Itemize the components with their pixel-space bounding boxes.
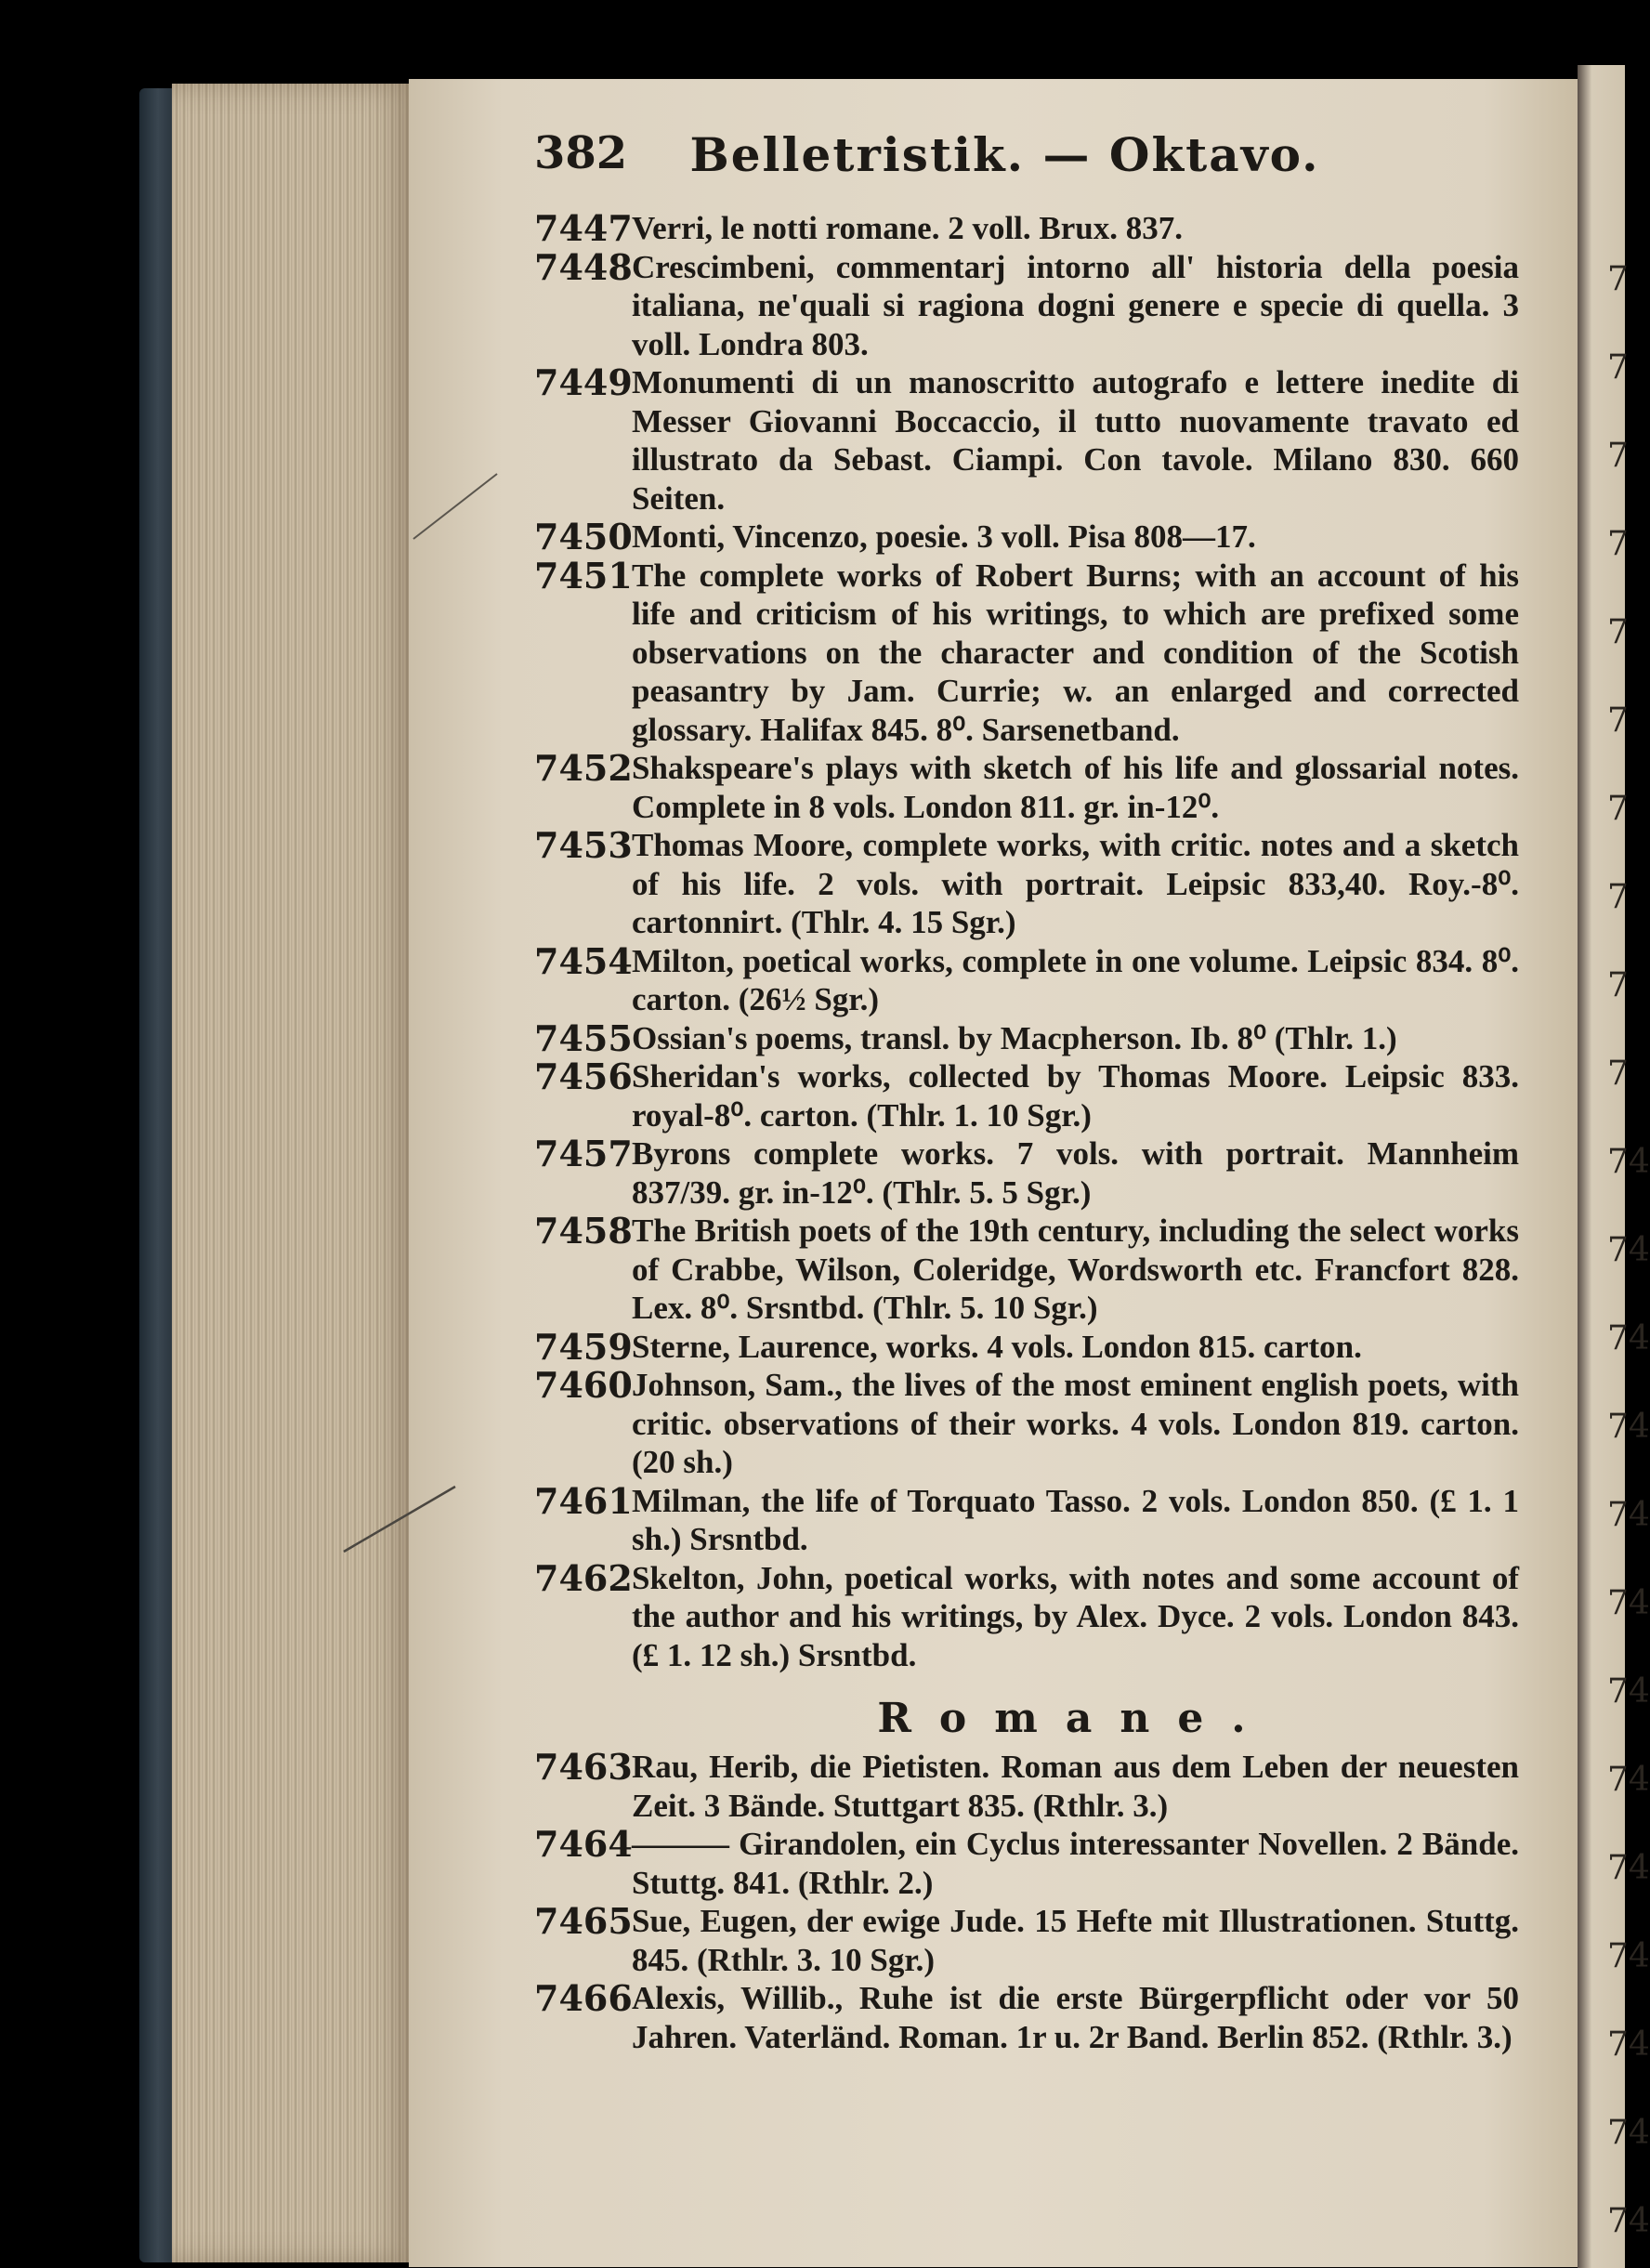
next-page-fragment: 74 bbox=[1607, 1496, 1650, 1534]
entry-number: 7461 bbox=[534, 1479, 633, 1522]
entry-text: Sterne, Laurence, works. 4 vols. London 815. carton. bbox=[632, 1328, 1362, 1365]
catalog-entry bbox=[534, 1057, 1519, 1134]
entry-text: Johnson, Sam., the lives of the most eminent english poets, with critic. observations of their works. 4 vols. London 819. carton. (20 sh.) bbox=[632, 1367, 1519, 1480]
next-page-fragment: 7 bbox=[1607, 701, 1629, 740]
next-page-fragment: 7 bbox=[1607, 260, 1629, 298]
catalog-entry bbox=[534, 1016, 1519, 1059]
catalog-entry bbox=[534, 518, 1519, 557]
entry-text: Sheridan's works, collected by Thomas Moore. Leipsic 833. royal-8⁰. carton. (Thlr. 1. 10 Sgr.) bbox=[632, 1058, 1519, 1134]
next-page-fragment: 74 bbox=[1607, 1231, 1650, 1269]
entry-number: 7450 bbox=[534, 516, 633, 557]
catalog-entry bbox=[534, 749, 1519, 826]
catalog-entry bbox=[534, 1825, 1519, 1902]
entry-text: Byrons complete works. 7 vols. with portrait. Mannheim 837/39. gr. in-12⁰. (Thlr. 5. 5 Sgr.) bbox=[632, 1135, 1519, 1211]
entry-text: Shakspeare's plays with sketch of his life and glossarial notes. Complete in 8 vols. London 811. gr. in-12⁰. bbox=[632, 750, 1519, 825]
next-page-fragment: 74 bbox=[1607, 1584, 1650, 1622]
next-page-fragment: 7 bbox=[1607, 790, 1629, 828]
entry-number: 7460 bbox=[534, 1364, 633, 1406]
catalog-entry bbox=[534, 1134, 1519, 1212]
entry-text: Milman, the life of Torquato Tasso. 2 vols. London 850. (£ 1. 1 sh.) Srsntbd. bbox=[632, 1482, 1519, 1557]
entry-number: 7465 bbox=[534, 1900, 633, 1942]
catalog-entry bbox=[534, 939, 1519, 1019]
catalog-entry bbox=[534, 1212, 1519, 1328]
next-page-fragment: 74 bbox=[1607, 1408, 1650, 1446]
entry-text: Thomas Moore, complete works, with critic. notes and a sketch of his life. 2 vols. with portrait. Leipsic 833,40. Roy.-8⁰. cartonnirt. (Thlr. 4. 15 Sgr.) bbox=[632, 827, 1519, 940]
catalog-entry bbox=[534, 245, 1519, 364]
next-page-fragment: 7 bbox=[1607, 348, 1629, 387]
entry-text: Verri, le notti romane. 2 voll. Brux. 837. bbox=[632, 210, 1184, 246]
next-page-fragment: 74 bbox=[1607, 2025, 1650, 2064]
catalog-entry bbox=[534, 826, 1519, 942]
catalog-entry bbox=[534, 1556, 1519, 1675]
next-page-fragment: 7 bbox=[1607, 437, 1629, 475]
catalog-entry bbox=[534, 209, 1519, 248]
catalog-entry bbox=[534, 363, 1519, 518]
entry-number: 7451 bbox=[534, 554, 633, 596]
next-page-fragment: 74 bbox=[1607, 2114, 1650, 2152]
catalog-entry bbox=[534, 1366, 1519, 1482]
entry-number: 7458 bbox=[534, 1210, 633, 1252]
entry-number: 7457 bbox=[534, 1133, 633, 1174]
next-page-edge bbox=[1578, 65, 1650, 2268]
next-page-fragment: 7 bbox=[1607, 525, 1629, 563]
next-page-fragment: 7 bbox=[1607, 966, 1629, 1004]
next-page-fragment: 74 bbox=[1607, 1672, 1650, 1711]
entry-text: The British poets of the 19th century, including the select works of Crabbe, Wilson, Coleridge, Wordsworth etc. Francfort 828. Lex. 8⁰. Srsntbd. (Thlr. 5. 10 Sgr.) bbox=[632, 1213, 1519, 1326]
next-page-fragment: 74 bbox=[1607, 1761, 1650, 1799]
page-header bbox=[534, 127, 1475, 192]
entry-number: 7462 bbox=[534, 1556, 633, 1599]
entry-number: 7464 bbox=[534, 1823, 633, 1865]
catalog-entries bbox=[534, 209, 1519, 2056]
next-page-fragment: 74 bbox=[1607, 1319, 1650, 1357]
entry-text: Skelton, John, poetical works, with notes and some account of the author and his writings, by Alex. Dyce. 2 vols. London 843. (£ 1. 12 sh.) Srsntbd. bbox=[632, 1559, 1519, 1673]
entry-number: 7447 bbox=[534, 207, 633, 249]
pencil-mark-7460 bbox=[339, 1482, 460, 1556]
pencil-mark-7449 bbox=[399, 469, 502, 553]
entry-text: Ossian's poems, transl. by Macpherson. Ib. 8⁰ (Thlr. 1.) bbox=[632, 1019, 1397, 1056]
entry-text: Monti, Vincenzo, poesie. 3 voll. Pisa 808—17. bbox=[632, 518, 1256, 555]
catalog-entry bbox=[534, 1479, 1519, 1559]
next-page-fragment: 7 bbox=[1607, 1055, 1629, 1093]
entry-number: 7456 bbox=[534, 1055, 633, 1097]
next-page-fragment: 74 bbox=[1607, 2202, 1650, 2240]
entry-text: Alexis, Willib., Ruhe ist die erste Bürgerpflicht oder vor 50 Jahren. Vaterländ. Roman. 1r u. 2r Band. Berlin 852. (Rthlr. 3.) bbox=[632, 1980, 1519, 2055]
page-stack-edges bbox=[172, 84, 413, 2262]
entry-text: The complete works of Robert Burns; with an account of his life and criticism of his writings, to which are prefixed some observations on the character and condition of the Scotish peasantry by Jam. Currie; w. an enlarged and corrected glossary. Halifax 845. 8⁰. Sarsenetband. bbox=[632, 557, 1519, 748]
section-heading-romane: Romane. bbox=[877, 1695, 1274, 1742]
catalog-entry bbox=[534, 1979, 1519, 2056]
entry-text: ——— Girandolen, ein Cyclus interessanter Novellen. 2 Bände. Stuttg. 841. (Rthlr. 2.) bbox=[632, 1826, 1519, 1901]
next-page-fragment: 74 bbox=[1607, 1143, 1650, 1181]
entry-number: 7466 bbox=[534, 1977, 633, 2019]
entry-text: Monumenti di un manoscritto autografo e lettere inedite di Messer Giovanni Boccaccio, il tutto nuovamente travato ed illustrato da Sebast. Ciampi. Con tavole. Milano 830. 660 Seiten. bbox=[632, 364, 1519, 517]
entry-number: 7463 bbox=[534, 1746, 633, 1788]
catalog-entry bbox=[534, 554, 1519, 750]
entry-text: Rau, Herib, die Pietisten. Roman aus dem Leben der neuesten Zeit. 3 Bände. Stuttgart 835. (Rthlr. 3.) bbox=[632, 1749, 1519, 1824]
catalog-entry bbox=[534, 1325, 1519, 1368]
entry-number: 7449 bbox=[534, 361, 633, 403]
page-number: 382 bbox=[534, 127, 628, 179]
next-page-fragment: 7 bbox=[1607, 878, 1629, 916]
book-cover-edge bbox=[139, 88, 177, 2262]
catalog-entry bbox=[534, 1748, 1519, 1825]
entry-number: 7459 bbox=[534, 1325, 633, 1368]
entry-number: 7455 bbox=[534, 1016, 633, 1059]
entry-number: 7452 bbox=[534, 747, 633, 789]
catalog-page bbox=[409, 79, 1578, 2267]
next-page-fragment: 7 bbox=[1607, 613, 1629, 651]
next-page-fragment: 74 bbox=[1607, 1937, 1650, 1975]
running-title: Belletristik. — Oktavo. bbox=[689, 127, 1320, 182]
entry-text: Crescimbeni, commentarj intorno all' historia della poesia italiana, ne'quali si ragiona dogni genere e specie di quella. 3 voll. Londra 803. bbox=[632, 248, 1519, 362]
entry-number: 7453 bbox=[534, 824, 633, 866]
entry-list-belletristik bbox=[534, 209, 1519, 1674]
entry-number: 7454 bbox=[534, 939, 633, 982]
next-page-fragment: 74 bbox=[1607, 1849, 1650, 1887]
entry-number: 7448 bbox=[534, 245, 633, 288]
entry-text: Milton, poetical works, complete in one volume. Leipsic 834. 8⁰. carton. (26½ Sgr.) bbox=[632, 942, 1519, 1017]
catalog-entry bbox=[534, 1902, 1519, 1979]
entry-list-romane bbox=[534, 1748, 1519, 2056]
entry-text: Sue, Eugen, der ewige Jude. 15 Hefte mit Illustrationen. Stuttg. 845. (Rthlr. 3. 10 Sgr.) bbox=[632, 1903, 1519, 1978]
